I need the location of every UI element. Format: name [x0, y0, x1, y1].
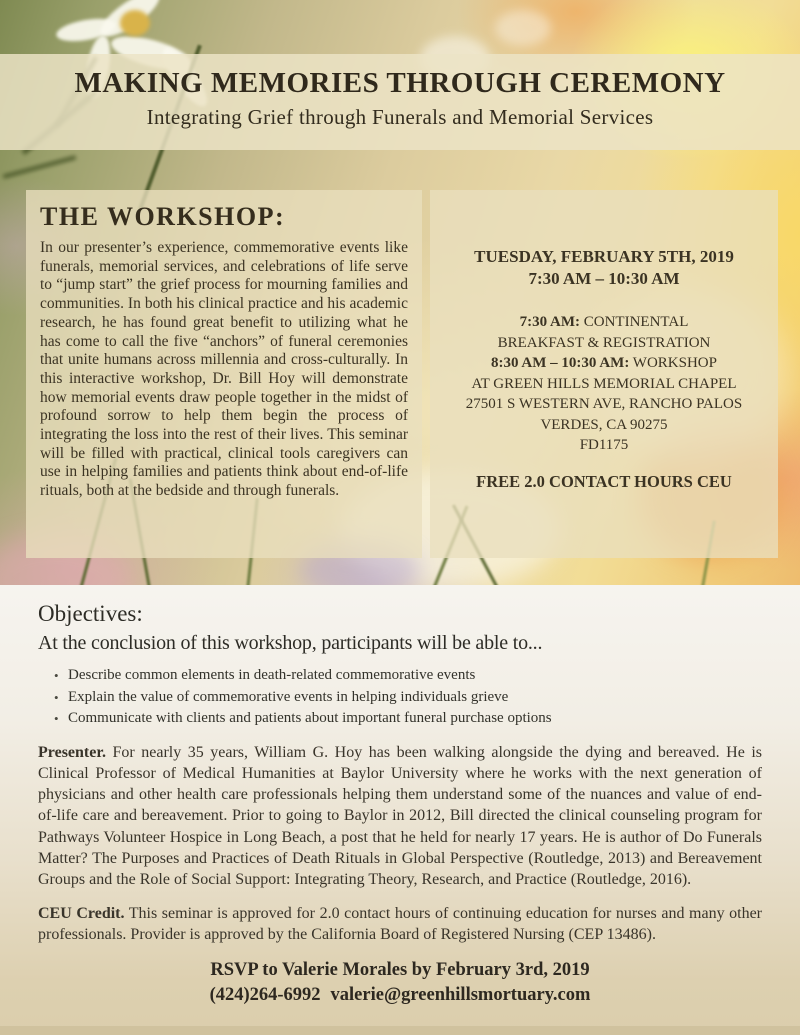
bullet-icon: •: [54, 689, 59, 705]
objective-item: [54, 687, 762, 709]
ceu-credit-paragraph: [38, 903, 762, 946]
objective-text: Explain the value of commemorative events in helping individuals grieve: [68, 688, 509, 705]
schedule-workshop-time: 8:30 AM – 10:30 AM:: [491, 355, 630, 371]
workshop-description: In our presenter’s experience, commemorative events like funerals, memorial services, and celebrations of life serve to “jump start” the grief process for mourning families and communities. In both his clinical practice and his academic research, he has found great benefit to utilizing what he has come to call the five “anchors” of funeral ceremonies that unite humans across millennia and cross-culturally. In this interactive workshop, Dr. Bill Hoy will demonstrate how memorial events draw people together in the midst of profound sorrow to help them begin the process of integrating the loss into the rest of their lives. This seminar will be filled with practical, clinical tools caregivers can use in helping families and patients think about end-of-life rituals, both at the bedside and through funerals.: [40, 239, 408, 500]
contact-phone: (424)264-6992: [209, 985, 321, 1006]
schedule-breakfast-label: CONTINENTAL: [580, 314, 689, 330]
bullet-icon: •: [54, 668, 59, 683]
event-time: 7:30 AM – 10:30 AM: [528, 268, 680, 288]
event-location-line1: AT GREEN HILLS MEMORIAL CHAPEL: [471, 375, 737, 392]
lower-section: [0, 585, 800, 1035]
presenter-bio: For nearly 35 years, William G. Hoy has been walking alongside the dying and bereaved. He is Clinical Professor of Medical Humanities at Baylor University where he works with the next generation of physicians and other health care professionals helping them understand some of the nuances and value of end-of-life care and bereavement. Prior to going to Baylor in 2012, Bill directed the clinical counseling program for Pathways Volunteer Hospice in Long Beach, a post that he held for nearly 17 years. He is author of Do Funerals Matter? The Purposes and Practices of Death Rituals in Global Perspective (Routledge, 2013) and Bereavement Groups and the Role of Social Support: Integrating Theory, Research, and Practice (Routledge, 2016).: [38, 743, 762, 889]
schedule-workshop-label: WORKSHOP: [629, 355, 717, 371]
schedule-breakfast-line2: BREAKFAST & REGISTRATION: [497, 334, 711, 351]
ceu-credit-label: CEU Credit.: [38, 904, 125, 922]
blurred-daisy-decoration: [495, 10, 551, 46]
free-ceu-line: FREE 2.0 CONTACT HOURS CEU: [476, 471, 732, 491]
objectives-list: [54, 665, 762, 730]
title-band: [0, 54, 800, 150]
event-details-panel: [430, 190, 778, 558]
presenter-paragraph: [38, 742, 762, 891]
event-location-line2: 27501 S WESTERN AVE, RANCHO PALOS: [465, 396, 743, 412]
objectives-heading: Objectives:: [38, 601, 143, 626]
contact-line: [38, 983, 762, 1008]
schedule-breakfast-line1: [438, 312, 770, 333]
event-license-number: FD1175: [579, 437, 629, 453]
bottom-edge-strip: [0, 1026, 800, 1035]
objective-item: [54, 708, 762, 730]
flyer-title: MAKING MEMORIES THROUGH CEREMONY: [74, 67, 726, 99]
event-location-line3: VERDES, CA 90275: [540, 416, 668, 433]
objective-text: Communicate with clients and patients about important funeral purchase options: [68, 710, 552, 726]
schedule-workshop-line: [438, 353, 770, 374]
objective-item: [54, 665, 762, 687]
objective-text: Describe common elements in death-related commemorative events: [68, 667, 476, 683]
rsvp-line: RSVP to Valerie Morales by February 3rd, 2019: [210, 960, 590, 981]
contact-email: valerie@greenhillsmortuary.com: [330, 985, 591, 1006]
ceu-credit-text: This seminar is approved for 2.0 contact hours of continuing education for nurses and many other professionals. Provider is approved by the California Board of Registered Nursing (CEP 13486).: [38, 904, 763, 943]
workshop-heading: THE WORKSHOP:: [40, 202, 286, 231]
fern-leaf-decoration: [3, 155, 76, 178]
spacer: [438, 456, 770, 472]
spacer: [438, 289, 770, 312]
objectives-lead: At the conclusion of this workshop, participants will be able to...: [38, 632, 543, 654]
workshop-panel: [26, 190, 422, 558]
daisy-center-decoration: [120, 10, 150, 36]
schedule-breakfast-time: 7:30 AM:: [519, 314, 581, 330]
flyer-subtitle: Integrating Grief through Funerals and Memorial Services: [146, 105, 654, 129]
event-date: TUESDAY, FEBRUARY 5TH, 2019: [474, 247, 734, 266]
bullet-icon: •: [54, 711, 59, 726]
presenter-label: Presenter.: [38, 743, 106, 761]
